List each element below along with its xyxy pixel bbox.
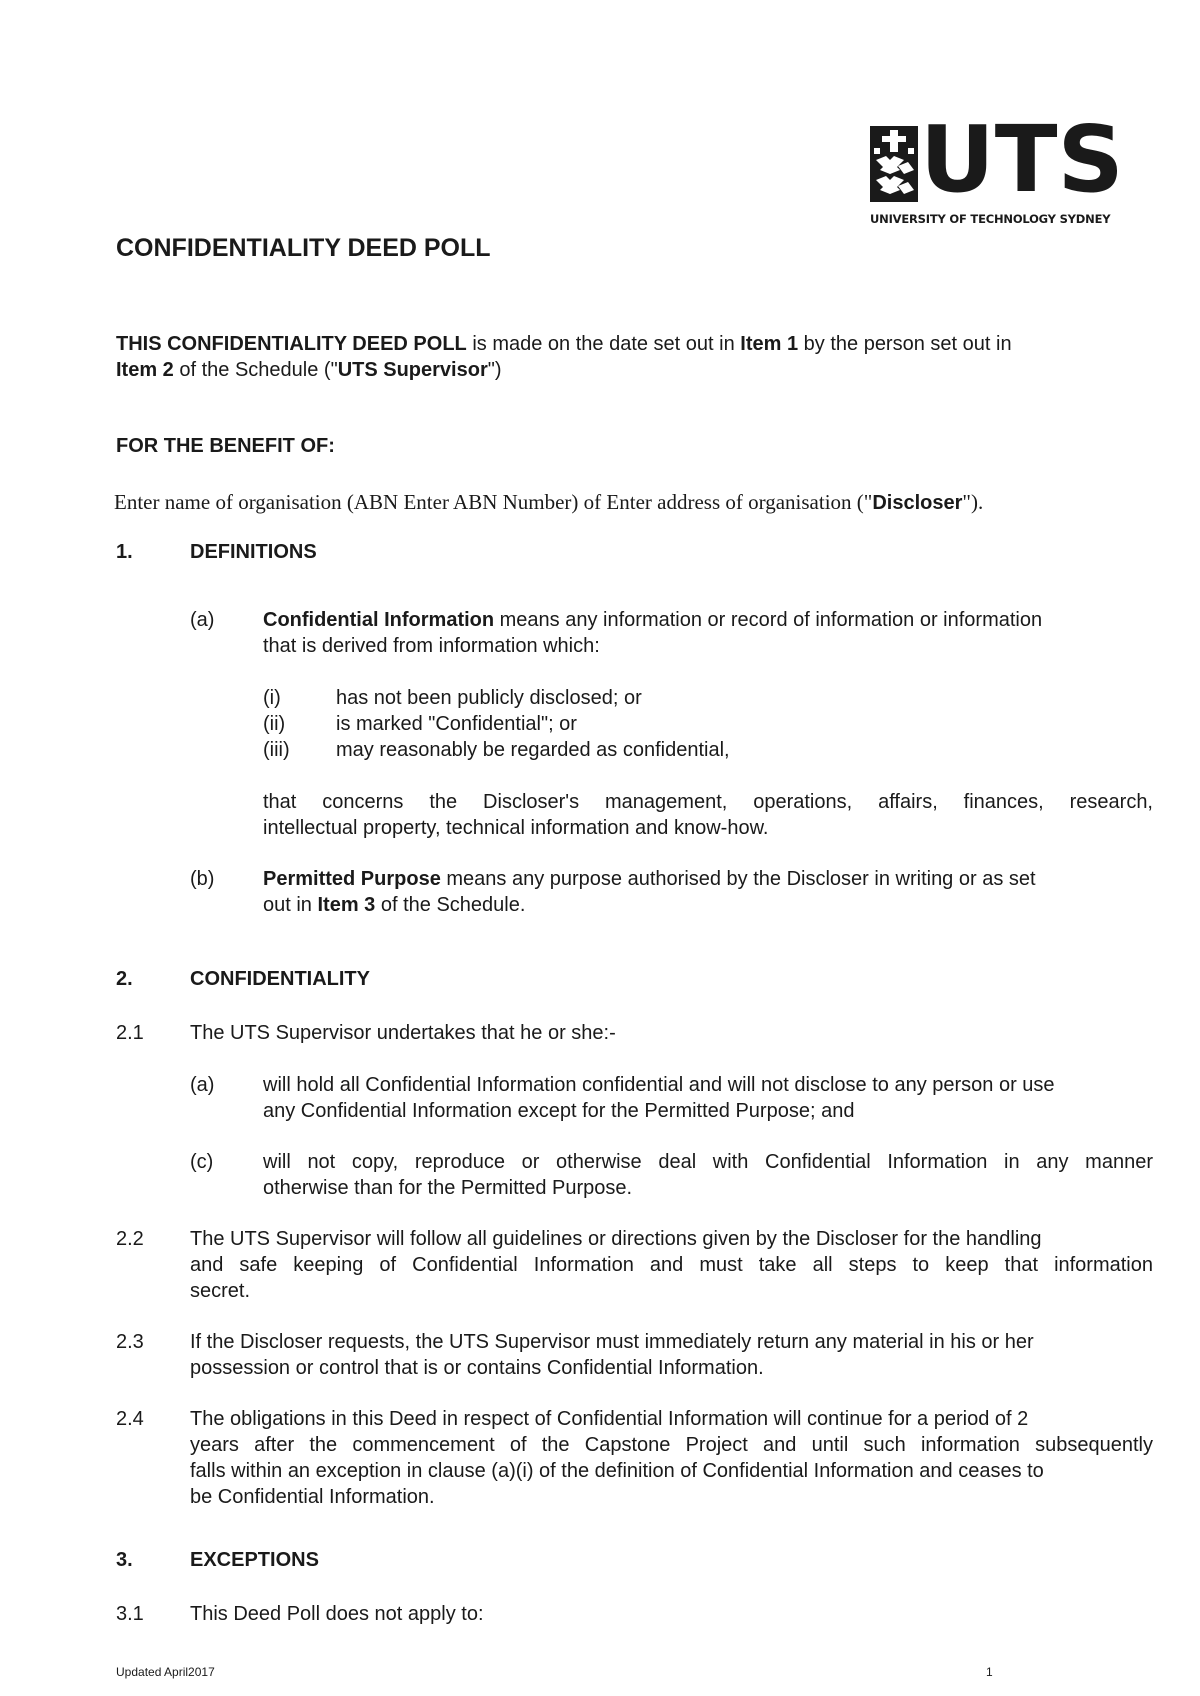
clause-2-1-a-line-2: any Confidential Information except for the Permitted Purpose; and — [263, 1100, 855, 1122]
clause-2-3-line-1: If the Discloser requests, the UTS Supervisor must immediately return any material in his or her — [190, 1331, 1034, 1353]
uts-wordmark: UTS — [920, 106, 1124, 213]
def-a-line-1-rest: means any information or record of information or information — [494, 609, 1043, 631]
def-a-sub-2-text: is marked "Confidential"; or — [336, 713, 577, 735]
intro-line-1 — [116, 331, 1012, 357]
uts-logo — [870, 106, 1124, 229]
benefit-heading: FOR THE BENEFIT OF: — [116, 435, 335, 457]
intro-text-2: by the person set out in — [798, 333, 1012, 355]
clause-2-4-line-4: be Confidential Information. — [190, 1486, 435, 1508]
def-a-line-1 — [263, 607, 1042, 633]
def-b-line-2-pre: out in — [263, 894, 318, 916]
section-2-heading: CONFIDENTIALITY — [190, 968, 370, 990]
clause-2-3-line-2: possession or control that is or contains Confidential Information. — [190, 1357, 764, 1379]
clause-2-2-line-3: secret. — [190, 1280, 251, 1302]
footer-updated: Updated April2017 — [116, 1665, 215, 1679]
clause-2-1-a-line-1: will hold all Confidential Information confidential and will not disclose to any person or use — [263, 1074, 1055, 1096]
clause-2-2-number: 2.2 — [116, 1228, 144, 1250]
clause-2-1-c-line-1: will not copy, reproduce or otherwise deal with Confidential Information in any manner — [263, 1151, 1153, 1173]
def-a-label: (a) — [190, 609, 215, 631]
clause-2-2-line-2: and safe keeping of Confidential Information and must take all steps to keep that information — [190, 1254, 1153, 1276]
document-title: CONFIDENTIALITY DEED POLL — [116, 234, 491, 262]
section-3-number: 3. — [116, 1549, 133, 1571]
def-b-line-1-rest: means any purpose authorised by the Discloser in writing or as set — [440, 868, 1036, 890]
intro-text-3: of the Schedule (" — [173, 359, 338, 381]
organisation-line — [114, 490, 983, 515]
clause-3-1-number: 3.1 — [116, 1603, 144, 1625]
clause-2-1-c-line-2: otherwise than for the Permitted Purpose. — [263, 1177, 633, 1199]
def-a-line-2: that is derived from information which: — [263, 635, 600, 657]
def-a-sub-1-label: (i) — [263, 687, 281, 709]
section-3-heading: EXCEPTIONS — [190, 1549, 319, 1571]
def-b-term: Permitted Purpose — [263, 868, 441, 890]
def-a-tail-1: that concerns the Discloser's management, operations, affairs, finances, research, — [263, 791, 1153, 813]
def-b-line-2-post: of the Schedule. — [375, 894, 526, 916]
section-2-number: 2. — [116, 968, 133, 990]
def-a-sub-1-text: has not been publicly disclosed; or — [336, 687, 642, 709]
clause-2-4-line-3: falls within an exception in clause (a)(i) of the definition of Confidential Information and ceases to — [190, 1460, 1044, 1482]
clause-2-1-number: 2.1 — [116, 1022, 144, 1044]
clause-3-1-text: This Deed Poll does not apply to: — [190, 1603, 484, 1625]
clause-2-3-number: 2.3 — [116, 1331, 144, 1353]
def-a-sub-3-text: may reasonably be regarded as confidential, — [336, 739, 730, 761]
footer-page-number: 1 — [986, 1665, 993, 1679]
def-b-line-2 — [263, 892, 525, 918]
def-b-item-3: Item 3 — [317, 894, 376, 916]
clause-2-1-text: The UTS Supervisor undertakes that he or she:- — [190, 1022, 616, 1044]
clause-2-2-line-1: The UTS Supervisor will follow all guidelines or directions given by the Discloser for the handling — [190, 1228, 1042, 1250]
def-a-tail-2: intellectual property, technical information and know-how. — [263, 817, 769, 839]
def-a-term: Confidential Information — [263, 609, 495, 631]
def-a-sub-3-label: (iii) — [263, 739, 290, 761]
intro-item-2: Item 2 — [116, 359, 174, 381]
intro-item-1: Item 1 — [740, 333, 799, 355]
def-a-sub-2-label: (ii) — [263, 713, 286, 735]
intro-text-1: is made on the date set out in — [466, 333, 741, 355]
intro-text-4: ") — [487, 359, 502, 381]
clause-2-4-number: 2.4 — [116, 1408, 144, 1430]
organisation-end: "). — [962, 490, 984, 514]
clause-2-1-c-label: (c) — [190, 1151, 214, 1173]
clause-2-4-line-1: The obligations in this Deed in respect of Confidential Information will continue for a period of 2 — [190, 1408, 1029, 1430]
clause-2-1-a-label: (a) — [190, 1074, 215, 1096]
intro-uts-supervisor: UTS Supervisor — [337, 359, 488, 381]
intro-lead: THIS CONFIDENTIALITY DEED POLL — [116, 333, 467, 355]
clause-2-4-line-2: years after the commencement of the Capstone Project and until such information subsequently — [190, 1434, 1153, 1456]
organisation-text: Enter name of organisation (ABN Enter ABN Number) of Enter address of organisation (" — [114, 490, 873, 514]
discloser-term: Discloser — [872, 492, 963, 514]
intro-line-2 — [116, 357, 502, 383]
section-1-number: 1. — [116, 541, 133, 563]
uts-logo-subtitle: UNIVERSITY OF TECHNOLOGY SYDNEY — [870, 212, 1111, 226]
def-b-label: (b) — [190, 868, 215, 890]
uts-emblem-icon — [870, 126, 918, 202]
def-b-line-1 — [263, 866, 1036, 892]
section-1-heading: DEFINITIONS — [190, 541, 317, 563]
